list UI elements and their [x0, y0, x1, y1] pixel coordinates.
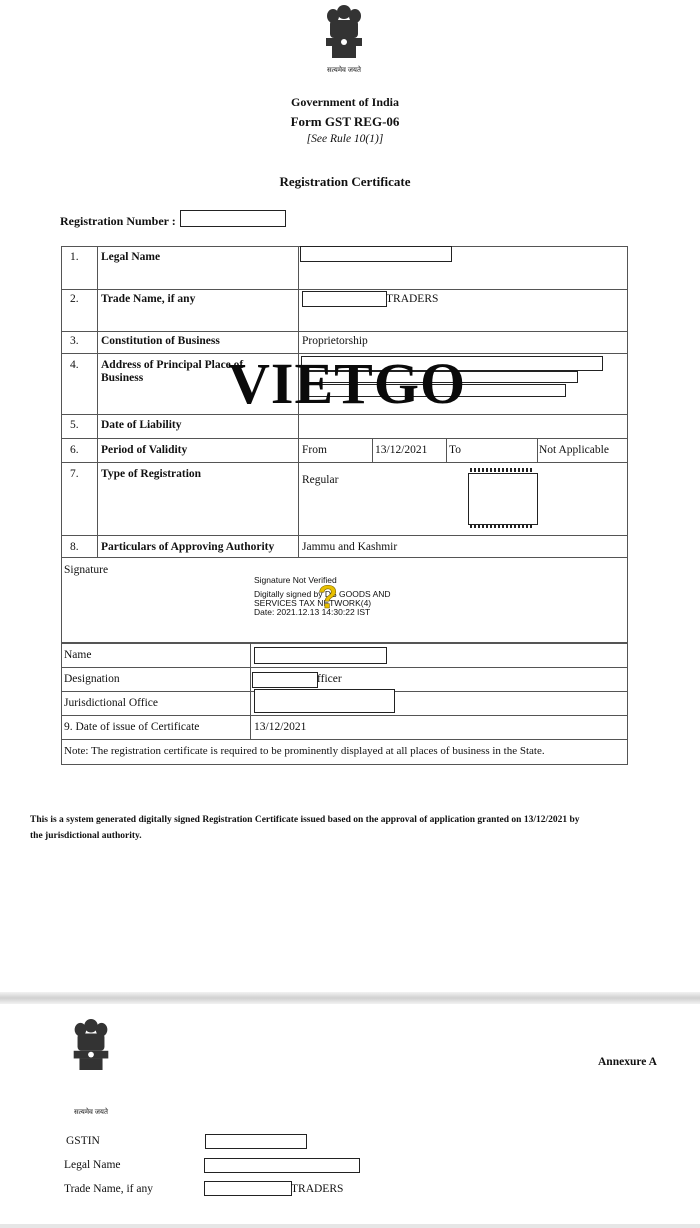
issue-date-label: 9. Date of issue of Certificate	[64, 721, 200, 733]
officer-name-label: Name	[64, 649, 92, 661]
validity-to-value: Not Applicable	[539, 444, 609, 456]
row-8-number: 8.	[70, 541, 79, 553]
national-emblem-icon	[318, 2, 370, 62]
svg-text:?: ?	[318, 579, 338, 614]
display-note: Note: The registration certificate is required to be prominently displayed at all places of business in the State.	[64, 745, 545, 757]
gstin-redacted	[205, 1134, 307, 1149]
annexure-legal-name-label: Legal Name	[64, 1159, 121, 1171]
row-1-number: 1.	[70, 251, 79, 263]
validity-from-value: 13/12/2021	[375, 444, 428, 456]
system-generated-note: This is a system generated digitally signed Registration Certificate issued based on the approval of application granted on 13/12/2021 by	[30, 815, 580, 825]
emblem-motto-page-2: सत्यमेव जयते	[74, 1108, 108, 1116]
annexure-legal-name-redacted	[204, 1158, 360, 1173]
annexure-trade-name-label: Trade Name, if any	[64, 1183, 153, 1195]
registration-number-label: Registration Number :	[60, 214, 176, 228]
annexure-trade-name-redacted	[204, 1181, 292, 1196]
designation-label: Designation	[64, 673, 120, 685]
approving-authority-value: Jammu and Kashmir	[302, 541, 398, 553]
row-4-number: 4.	[70, 359, 79, 371]
signature-signer: Digitally signed by DS GOODS AND	[254, 589, 391, 599]
date-of-liability-label: Date of Liability	[101, 419, 182, 431]
trade-name-redacted	[302, 291, 387, 307]
officer-name-redacted	[254, 647, 387, 664]
approving-authority-label: Particulars of Approving Authority	[101, 541, 275, 553]
rule-reference: [See Rule 10(1)]	[306, 133, 384, 145]
qr-code-top-edge	[470, 468, 532, 472]
validity-to-label: To	[449, 444, 461, 456]
form-title: Form GST REG-06	[290, 114, 400, 129]
issue-date-value: 13/12/2021	[254, 721, 307, 733]
annexure-heading: Annexure A	[598, 1056, 657, 1068]
certificate-title: Registration Certificate	[279, 174, 411, 189]
gstin-label: GSTIN	[66, 1135, 100, 1147]
row-2-number: 2.	[70, 293, 79, 305]
signature-label: Signature	[64, 564, 109, 576]
row-6-number: 6.	[70, 444, 79, 456]
constitution-value: Proprietorship	[302, 335, 368, 347]
address-label: Address of Principal Place of Business	[101, 359, 244, 384]
row-3-number: 3.	[70, 335, 79, 347]
type-of-registration-value: Regular	[302, 474, 339, 486]
row-7-number: 7.	[70, 468, 79, 480]
government-heading: Government of India	[291, 95, 399, 109]
vietgo-watermark: VIETGO	[228, 351, 467, 416]
signature-date: Date: 2021.12.13 14:30:22 IST	[254, 607, 371, 617]
signature-status: Signature Not Verified	[254, 575, 337, 585]
registration-number-redacted	[180, 210, 286, 227]
trade-name-label: Trade Name, if any	[101, 293, 196, 305]
emblem-motto: सत्यमेव जयते	[327, 66, 361, 74]
designation-suffix: fficer	[317, 673, 342, 685]
annexure-trade-name-suffix: TRADERS	[291, 1183, 344, 1195]
question-mark-icon	[316, 578, 340, 614]
system-generated-note-cont: the jurisdictional authority.	[30, 831, 142, 841]
type-of-registration-label: Type of Registration	[101, 468, 202, 480]
jurisdictional-office-label: Jurisdictional Office	[64, 697, 158, 709]
qr-code-bottom-edge	[470, 525, 532, 528]
page-separator	[0, 992, 700, 1004]
bottom-edge	[0, 1224, 700, 1228]
legal-name-label: Legal Name	[101, 251, 161, 263]
legal-name-redacted	[300, 246, 452, 262]
trade-name-suffix: TRADERS	[386, 293, 439, 305]
row-5-number: 5.	[70, 419, 79, 431]
qr-code-redacted	[468, 473, 538, 525]
constitution-label: Constitution of Business	[101, 335, 220, 347]
validity-from-label: From	[302, 444, 327, 456]
signature-signer-cont: SERVICES TAX NETWORK(4)	[254, 598, 372, 608]
national-emblem-icon-page-2	[66, 1016, 116, 1074]
designation-redacted	[252, 672, 318, 688]
period-of-validity-label: Period of Validity	[101, 444, 188, 456]
jurisdictional-office-redacted	[254, 689, 395, 713]
